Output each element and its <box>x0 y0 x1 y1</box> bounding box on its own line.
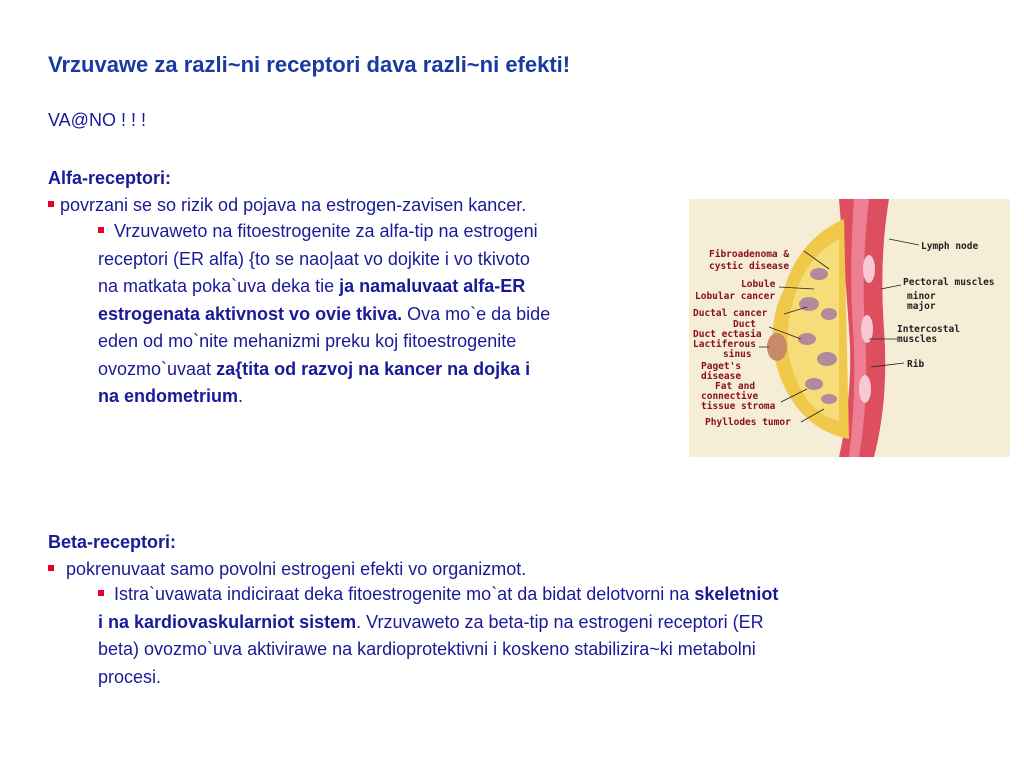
figure-label: Fat and <box>715 381 756 392</box>
beta-bullet <box>48 555 526 583</box>
alpha-sub-emphasis: za{tita od razvoj na kancer na dojka i <box>216 358 531 379</box>
figure-label: Duct ectasia <box>693 329 762 340</box>
important-note: VA@NO ! ! ! <box>48 110 146 130</box>
figure-label: sinus <box>723 349 752 360</box>
breast-anatomy-illustration <box>689 199 1010 457</box>
beta-sub-text: . Vrzuvaweto za beta-tip na estrogeni receptori (ER <box>356 611 764 632</box>
slide-title: Vrzuvawe za razli~ni receptori dava razli~ni efekti! <box>48 52 571 77</box>
beta-heading: Beta-receptori: <box>48 532 177 552</box>
beta-sub-line: beta) ovozmo`uva aktivirawe na kardioprotektivni i koskeno stabilizira~ki metabolni <box>98 639 756 659</box>
alpha-sub-text: na matkata poka`uva deka tie <box>98 276 340 296</box>
alpha-bullet-text: povrzani se so rizik od pojava na estrogen-zavisen kancer. <box>60 195 527 215</box>
alpha-sub-emphasis: ja namaluvaat alfa-ER <box>339 276 526 296</box>
figure-label: Paget's <box>701 361 742 372</box>
bullet-square-icon <box>98 227 104 233</box>
beta-sub-text: Istra`uvawata indiciraat deka fitoestrogenite mo`at da bidat delotvorni na <box>114 584 695 604</box>
figure-label: cystic disease <box>709 261 790 272</box>
figure-label: minor <box>907 291 936 302</box>
beta-sub-line: procesi. <box>98 666 162 687</box>
bullet-square-icon <box>48 565 54 571</box>
figure-label: Lobular cancer <box>695 291 776 302</box>
alpha-bullet <box>48 191 526 219</box>
alpha-sub-text: . <box>238 386 244 406</box>
alpha-sub-line: eden od mo`nite mehanizmi preku koj fitoestrogenite <box>98 331 517 351</box>
figure-label: muscles <box>897 334 938 345</box>
beta-subparagraph <box>98 581 978 691</box>
alpha-sub-line: Vrzuvaweto na fitoestrogenite za alfa-tip na estrogeni <box>114 221 538 241</box>
figure-label: tissue stroma <box>701 401 776 412</box>
beta-sub-emphasis: skeletniot <box>694 584 779 604</box>
figure-label: Intercostal <box>897 324 960 335</box>
figure-label: connective <box>701 391 759 402</box>
alpha-sub-emphasis: estrogenata aktivnost vo ovie tkiva. <box>98 303 403 324</box>
alpha-sub-line <box>98 356 688 384</box>
alpha-sub-line <box>98 273 688 301</box>
alpha-sub-line <box>98 383 688 411</box>
figure-label: Lymph node <box>921 241 979 252</box>
figure-label: Lobule <box>741 279 776 290</box>
figure-label: Pectoral muscles <box>903 277 995 288</box>
alpha-sub-text: ovozmo`uvaat <box>98 358 217 379</box>
figure-label: Rib <box>907 359 925 370</box>
bullet-square-icon <box>98 590 104 596</box>
alpha-sub-line <box>98 301 688 329</box>
beta-sub-line <box>98 609 978 637</box>
figure-label: Phyllodes tumor <box>705 417 791 428</box>
alpha-sub-text: Ova mo`e da bide <box>402 303 551 324</box>
figure-label: Lactiferous <box>693 339 756 350</box>
figure-label: Duct <box>733 319 756 330</box>
alpha-heading: Alfa-receptori: <box>48 168 172 188</box>
alpha-sub-line: receptori (ER alfa) {to se nao|aat vo dojkite i vo tkivoto <box>98 248 530 269</box>
beta-sub-emphasis: i na kardiovaskularniot sistem <box>98 611 357 632</box>
figure-label: Fibroadenoma & <box>709 249 790 260</box>
figure-label: Ductal cancer <box>693 308 768 319</box>
alpha-sub-emphasis: na endometrium <box>98 386 239 406</box>
breast-anatomy-figure <box>689 199 1010 457</box>
alpha-subparagraph <box>98 218 688 411</box>
bullet-square-icon <box>48 201 54 207</box>
figure-label: disease <box>701 371 742 382</box>
figure-label: major <box>907 301 936 312</box>
beta-bullet-text: pokrenuvaat samo povolni estrogeni efekti vo organizmot. <box>66 559 527 579</box>
